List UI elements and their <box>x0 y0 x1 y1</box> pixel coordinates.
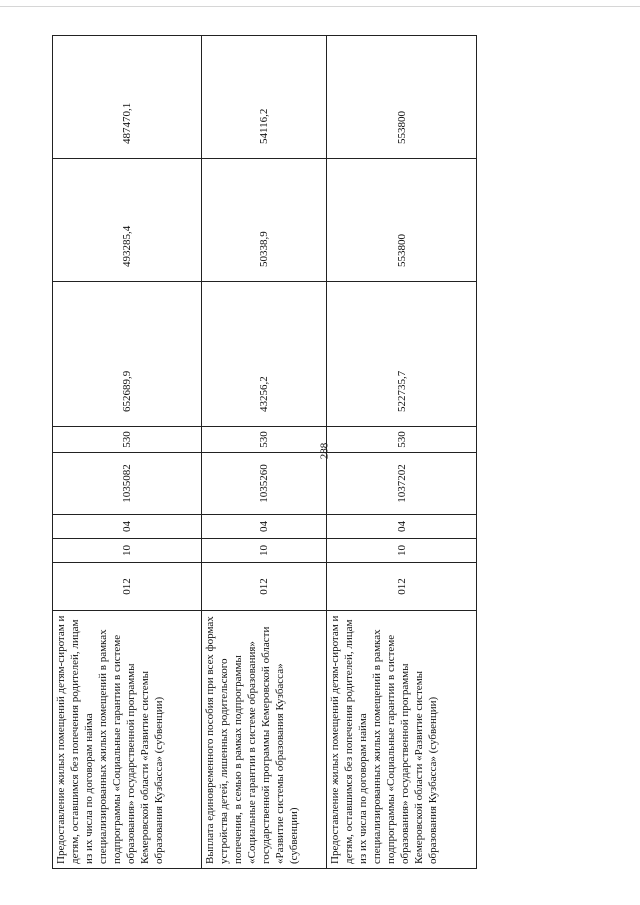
ministry-code: 012 <box>53 563 202 611</box>
subsection-code: 04 <box>327 515 477 539</box>
ministry-code: 012 <box>202 563 327 611</box>
target-article-code: 1035082 <box>53 453 202 515</box>
amount-year-3: 54116,2 <box>202 36 327 159</box>
target-article-code: 1035260 <box>202 453 327 515</box>
page-number-text: 288 <box>318 442 330 460</box>
amount-year-2: 493285,4 <box>53 159 202 282</box>
budget-table-rotated <box>52 36 476 869</box>
ministry-code: 012 <box>327 563 477 611</box>
row-description: Предоставление жилых помещений детям-сиротам и детям, оставшимся без попечения родителей, лицам из их числа по договорам найма специализированных жилых помещений в рамках подпрограммы «Социальные гарантии в системе образования» государственной программы Кемеровской области «Развитие системы образования Кузбасса» (субвенции) <box>53 611 202 869</box>
row-description: Выплата единовременного пособия при всех формах устройства детей, лишенных родительского попечения, в семью в рамках подпрограммы «Социальные гарантии в системе образования» государственной программы Кемеровской области «Развитие системы образования Кузбасса» (субвенции) <box>202 611 327 869</box>
expense-type-code: 530 <box>327 427 477 453</box>
table-row <box>53 36 202 869</box>
expense-type-code: 530 <box>53 427 202 453</box>
amount-year-3: 487470,1 <box>53 36 202 159</box>
top-scan-rule <box>0 6 640 7</box>
table-row <box>202 36 327 869</box>
budget-table <box>52 35 477 869</box>
section-code: 10 <box>53 539 202 563</box>
table-row <box>327 36 477 869</box>
amount-year-2: 553800 <box>327 159 477 282</box>
amount-year-1: 652689,9 <box>53 282 202 427</box>
row-description: Предоставление жилых помещений детям-сиротам и детям, оставшимся без попечения родителей, лицам из их числа по договорам найма специализированных жилых помещений в рамках подпрограммы «Социальные гарантии в системе образования» государственной программы Кемеровской области «Развитие системы образования Кузбасса» (субвенции) <box>327 611 477 869</box>
subsection-code: 04 <box>53 515 202 539</box>
section-code: 10 <box>202 539 327 563</box>
expense-type-code: 530 <box>202 427 327 453</box>
amount-year-2: 50338,9 <box>202 159 327 282</box>
subsection-code: 04 <box>202 515 327 539</box>
amount-year-1: 43256,2 <box>202 282 327 427</box>
target-article-code: 1037202 <box>327 453 477 515</box>
section-code: 10 <box>327 539 477 563</box>
amount-year-1: 522735,7 <box>327 282 477 427</box>
amount-year-3: 553800 <box>327 36 477 159</box>
